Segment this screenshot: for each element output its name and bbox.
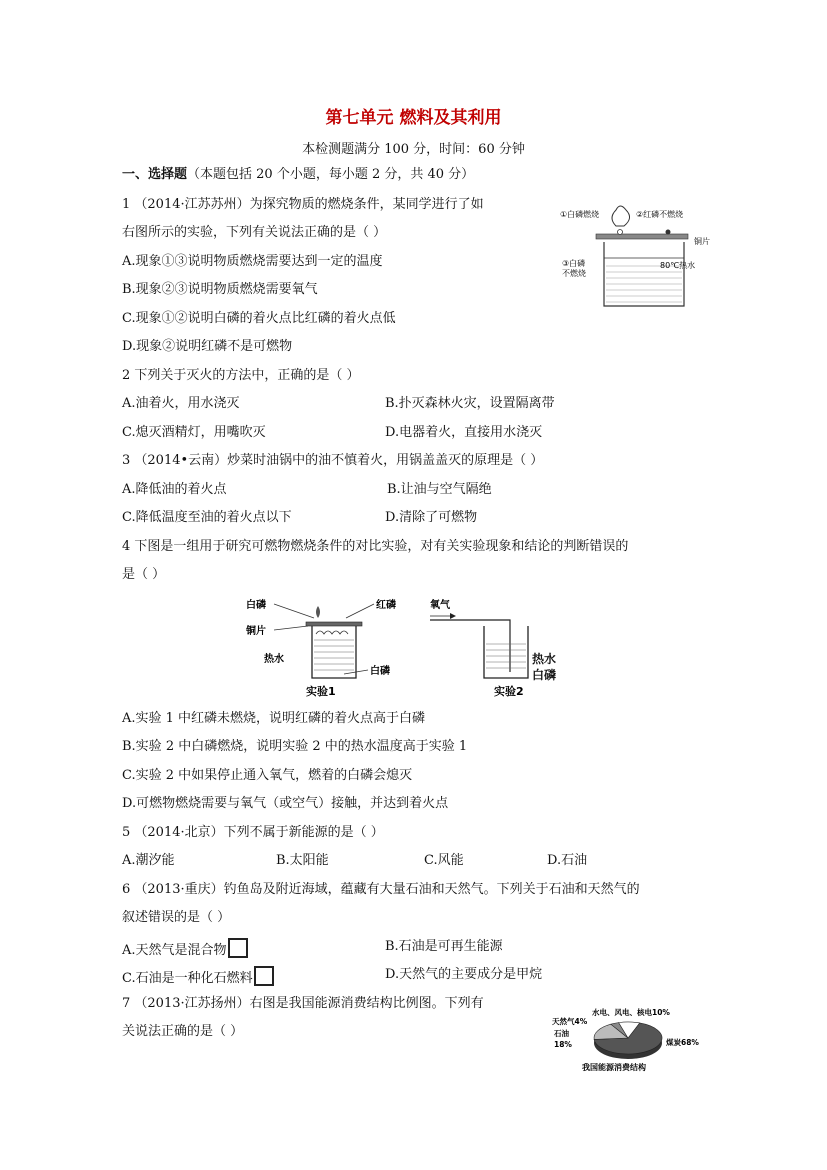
q1-label-red-p: ②红磷不燃烧 (636, 210, 684, 219)
q3-option-a: A.降低油的着火点 (122, 482, 227, 497)
exp1-water (314, 640, 354, 670)
q1-label-copper: 铜片 (694, 237, 710, 246)
answer-box[interactable] (228, 938, 248, 958)
q1-stem-line1: 1 （2014·江苏苏州）为探究物质的燃烧条件，某同学进行了如 (122, 197, 484, 212)
exp2-tube (430, 620, 510, 672)
exp1-label-white-p: 白磷 (246, 600, 266, 611)
q6-option-a: A.天然气是混合物 (122, 943, 227, 958)
q5-stem: 5 （2014·北京）下列不属于新能源的是（ ） (122, 825, 384, 840)
q6-option-b: B.石油是可再生能源 (385, 939, 503, 954)
q2-option-b: B.扑灭森林火灾，设置隔离带 (385, 396, 555, 411)
section-note: （本题包括 20 个小题，每小题 2 分，共 40 分） (187, 167, 475, 182)
q7-stem-line2: 关说法正确的是（ ） (122, 1024, 244, 1039)
pie-label-hydro: 水电、风电、核电10% (592, 1008, 670, 1017)
q4-option-c: C.实验 2 中如果停止通入氧气，燃着的白磷会熄灭 (122, 768, 413, 783)
exp2-label-hot-water: 热水 (532, 652, 557, 666)
exp1-flame-icon (316, 606, 320, 618)
exp1-label-red-p: 红磷 (376, 600, 396, 611)
q1-experiment-figure (556, 196, 716, 316)
white-p-on-plate (618, 230, 623, 235)
q1-label-3b: 不燃烧 (562, 269, 586, 278)
page-subtitle: 本检测题满分 100 分，时间：60 分钟 (302, 142, 525, 157)
exp1-label-hot-water: 热水 (264, 654, 284, 665)
exp1-label-copper: 铜片 (246, 626, 266, 637)
pie-caption: 我国能源消费结构 (582, 1063, 646, 1072)
flame-icon (612, 206, 630, 226)
q4-option-d: D.可燃物燃烧需要与氧气（或空气）接触，并达到着火点 (122, 796, 449, 811)
q5-option-a: A.潮汐能 (122, 853, 175, 868)
q5-option-c: C.风能 (424, 853, 464, 868)
pie-label-coal: 煤炭68% (666, 1038, 699, 1047)
q1-label-white-p-burning: ①白磷燃烧 (560, 210, 600, 219)
q5-option-b: B.太阳能 (276, 853, 329, 868)
answer-box[interactable] (254, 966, 274, 986)
exp1-pointer-white-p (274, 604, 314, 618)
exp2-caption: 实验2 (494, 685, 524, 698)
section-label: 一、选择题 (122, 167, 188, 182)
q2-option-c: C.熄灭酒精灯，用嘴吹灭 (122, 425, 266, 440)
q4-experiment-figure (244, 592, 534, 700)
page-title: 第七单元 燃料及其利用 (325, 108, 502, 128)
arrow-right-icon (450, 613, 456, 619)
exp1-steam (316, 631, 348, 634)
q1-option-b: B.现象②③说明物质燃烧需要氧气 (122, 282, 318, 297)
q6-option-a-line (122, 938, 248, 960)
pie-label-oil-pct: 18% (554, 1040, 572, 1049)
q7-stem-line1: 7 （2013·江苏扬州）右图是我国能源消费结构比例图。下列有 (122, 996, 484, 1011)
q6-stem-line1: 6 （2013·重庆）钓鱼岛及附近海域，蕴藏有大量石油和天然气。下列关于石油和天然气的 (122, 882, 640, 897)
energy-pie-chart (548, 1004, 708, 1076)
pie-label-oil: 石油 (554, 1029, 569, 1038)
q3-option-b: B.让油与空气隔绝 (387, 482, 492, 497)
q2-option-a: A.油着火，用水浇灭 (122, 396, 240, 411)
q1-option-d: D.现象②说明红磷不是可燃物 (122, 339, 293, 354)
red-p-on-plate (666, 230, 671, 235)
q6-option-c-line (122, 966, 274, 988)
exp2-label-oxygen: 氧气 (430, 600, 450, 611)
copper-plate (596, 234, 688, 239)
exp1-pointer-red-p (346, 604, 374, 618)
pie-slices (594, 1022, 662, 1059)
exp1-label-white-p-bottom: 白磷 (370, 666, 390, 677)
q1-stem-line2: 右图所示的实验，下列有关说法正确的是（ ） (122, 225, 387, 240)
q4-stem-line1: 4 下图是一组用于研究可燃物燃烧条件的对比实验，对有关实验现象和结论的判断错误的 (122, 539, 629, 554)
q3-option-c: C.降低温度至油的着火点以下 (122, 510, 292, 525)
beaker (604, 242, 684, 306)
section-heading (122, 166, 474, 184)
q4-option-b: B.实验 2 中白磷燃烧，说明实验 2 中的热水温度高于实验 1 (122, 739, 468, 754)
exp1-pointer-copper (274, 626, 308, 630)
q2-option-d: D.电器着火，直接用水浇灭 (385, 425, 543, 440)
q1-label-3a: ③白磷 (562, 259, 586, 268)
q6-stem-line2: 叙述错误的是（ ） (122, 910, 231, 925)
q3-option-d: D.清除了可燃物 (385, 510, 478, 525)
q2-stem: 2 下列关于灭火的方法中，正确的是（ ） (122, 368, 360, 383)
exp1-caption: 实验1 (306, 685, 336, 698)
q6-option-c: C.石油是一种化石燃料 (122, 971, 253, 986)
q1-option-a: A.现象①③说明物质燃烧需要达到一定的温度 (122, 254, 383, 269)
q3-stem: 3 （2014•云南）炒菜时油锅中的油不慎着火，用锅盖盖灭的原理是（ ） (122, 453, 544, 468)
q6-option-d: D.天然气的主要成分是甲烷 (385, 967, 543, 982)
q1-label-water: 80℃热水 (660, 261, 696, 270)
pie-label-gas: 天然气4% (552, 1017, 588, 1026)
q5-option-d: D.石油 (547, 853, 588, 868)
exp2-label-white-p: 白磷 (532, 668, 557, 682)
q4-stem-line2: 是（ ） (122, 567, 166, 582)
exp2-water (486, 644, 526, 668)
exp1-copper-plate (306, 622, 362, 626)
exp2-beaker (484, 626, 528, 678)
q1-option-c: C.现象①②说明白磷的着火点比红磷的着火点低 (122, 311, 396, 326)
water-hatching (606, 266, 682, 302)
q4-option-a: A.实验 1 中红磷未燃烧，说明红磷的着火点高于白磷 (122, 711, 426, 726)
